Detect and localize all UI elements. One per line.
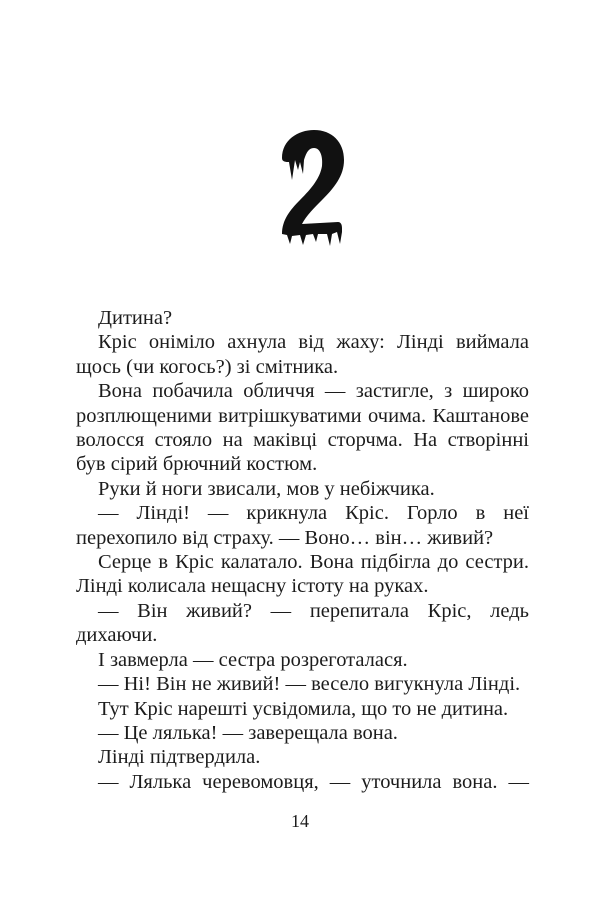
dripping-two-icon (270, 128, 350, 248)
chapter-body-text (76, 306, 529, 794)
paragraph: Кріс оніміло ахнула від жаху: Лінді виймала щось (чи когось?) зі смітника. (76, 331, 529, 378)
chapter-number-dripping-numeral (270, 128, 350, 248)
paragraph: Вона побачила обличчя — застигле, з широко розплющеними витрішкуватими очима. Каштанове волосся стояло на маківці сторчма. На створінні був сірий брючний костюм. (76, 380, 529, 476)
paragraph: — Лінді! — крикнула Кріс. Горло в неї перехопило від страху. — Воно… він… живий? (76, 502, 529, 549)
paragraph: Дитина? (98, 307, 173, 329)
paragraph: І завмерла — сестра розреготалася. (98, 648, 408, 671)
paragraph: Серце в Кріс калатало. Вона підбігла до сестри. Лінді колисала нещасну істоту на руках. (76, 551, 529, 598)
paragraph: — Він живий? — перепитала Кріс, ледь дихаючи. (76, 599, 529, 647)
paragraph: — Ні! Він не живий! — весело вигукнула Лінді. (98, 673, 521, 696)
paragraph: Руки й ноги звисали, мов у небіжчика. (98, 477, 435, 500)
paragraph: Лінді підтвердила. (98, 746, 261, 769)
paragraph: — Це лялька! — заверещала вона. (98, 721, 398, 744)
paragraph-continued: — Лялька черевомовця, — уточнила вона. — (98, 770, 529, 793)
paragraph: Тут Кріс нарешті усвідомила, що то не дитина. (98, 697, 509, 720)
page-number: 14 (291, 811, 309, 831)
